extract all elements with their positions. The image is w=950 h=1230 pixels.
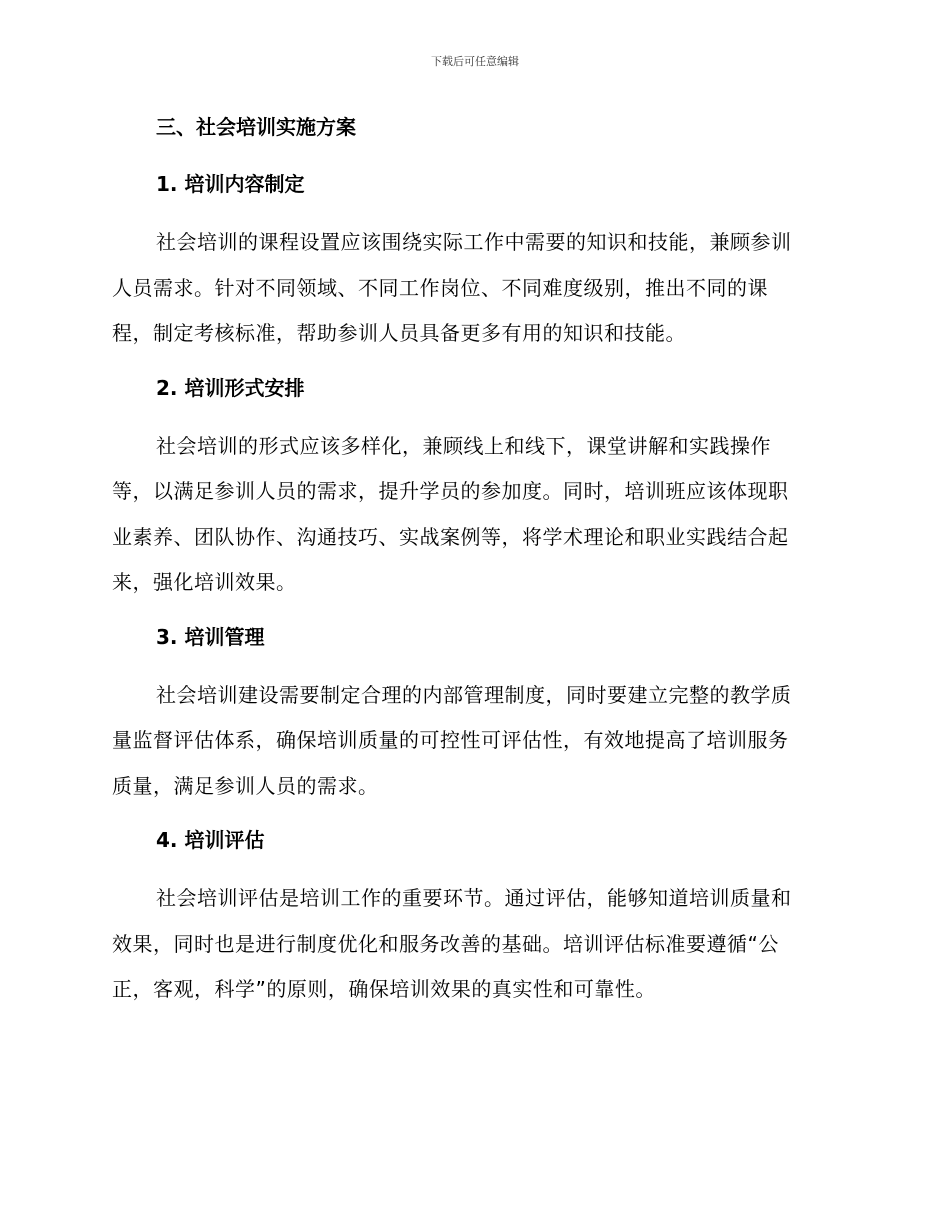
paragraph-line: 业素养、团队协作、沟通技巧、实战案例等，将学术理论和职业实践结合起 — [112, 524, 789, 549]
subsection-heading-3: 3. 培训管理 — [156, 624, 265, 649]
paragraph-line: 正，客观，科学”的原则，确保培训效果的真实性和可靠性。 — [112, 977, 656, 1001]
paragraph-2 — [112, 424, 834, 606]
section-title: 三、社会培训实施方案 — [156, 115, 356, 139]
paragraph-1 — [112, 220, 834, 357]
subsection-heading-4: 4. 培训评估 — [156, 828, 265, 852]
paragraph-line: 社会培训的形式应该多样化，兼顾线上和线下，课堂讲解和实践操作 — [156, 433, 771, 458]
paragraph-3 — [112, 673, 834, 810]
paragraph-line: 质量，满足参训人员的需求。 — [112, 773, 379, 798]
paragraph-line: 社会培训的课程设置应该围绕实际工作中需要的知识和技能，兼顾参训 — [156, 230, 792, 254]
paragraph-line: 量监督评估体系，确保培训质量的可控性可评估性，有效地提高了培训服务 — [112, 728, 789, 752]
subsection-heading-2: 2. 培训形式安排 — [156, 375, 305, 400]
paragraph-4 — [112, 876, 834, 1013]
paragraph-line: 社会培训建设需要制定合理的内部管理制度，同时要建立完整的教学质 — [156, 682, 792, 707]
paragraph-line: 效果，同时也是进行制度优化和服务改善的基础。培训评估标准要遵循“公 — [112, 931, 779, 956]
paragraph-line: 人员需求。针对不同领域、不同工作岗位、不同难度级别，推出不同的课 — [112, 275, 768, 300]
subsection-heading-1: 1. 培训内容制定 — [156, 172, 305, 196]
document-body — [112, 112, 834, 1029]
paragraph-line: 等，以满足参训人员的需求，提升学员的参加度。同时，培训班应该体现职 — [112, 479, 789, 503]
paragraph-line: 程，制定考核标准，帮助参训人员具备更多有用的知识和技能。 — [112, 321, 686, 345]
page-header: 下载后可任意编辑 — [431, 55, 519, 68]
paragraph-line: 社会培训评估是培训工作的重要环节。通过评估，能够知道培训质量和 — [156, 886, 792, 910]
paragraph-line: 来，强化培训效果。 — [112, 570, 297, 594]
